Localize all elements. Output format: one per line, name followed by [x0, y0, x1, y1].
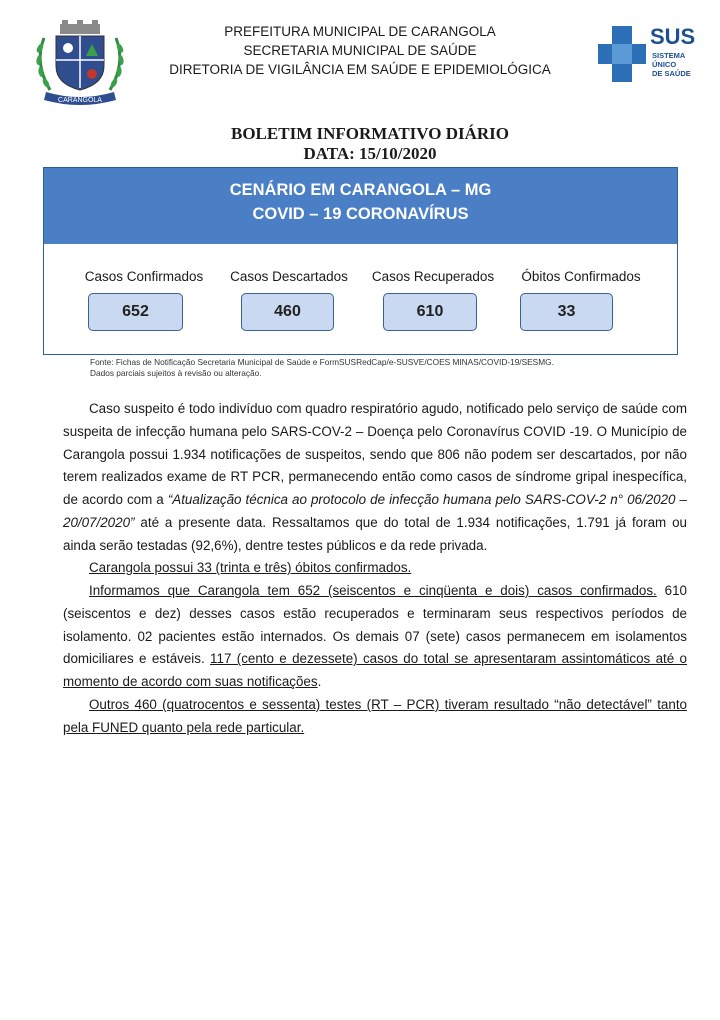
stat-value-deaths: 33	[520, 293, 613, 331]
p3-end: .	[317, 674, 322, 690]
stat-value-discarded: 460	[241, 293, 334, 331]
p1-text-a: Caso suspeito é todo indivíduo com quadro respiratório agudo, notificado pelo serviço de saúde com suspeita de infecção humana pelo SARS-COV-2 – Doença pelo Coronavírus COVID -19. O Município de Carangola possui 1.934 notificações de suspeitos, sendo que 806 não podem ser descartados, por não terem realizados exame de RT PCR, permanecendo então como casos de síndrome gripal inespecífica, de acordo com a	[63, 401, 687, 508]
stat-value-recovered: 610	[383, 293, 477, 331]
p2-deaths-text: Carangola possui 33 (trinta e três) óbitos confirmados.	[89, 560, 412, 575]
source-line-2: Dados parciais sujeitos à revisão ou alteração.	[90, 368, 262, 378]
header-prefeitura: PREFEITURA MUNICIPAL DE CARANGOLA	[224, 24, 496, 39]
p1-text-c: até a presente data. Ressaltamos que do total de 1.934 notificações, 1.791 já foram ou ainda serão testadas (92,6%), dentre testes públicos e da rede privada.	[63, 514, 687, 553]
stat-label-discarded: Casos Descartados	[230, 269, 348, 284]
crest-ribbon-text: CARANGOLA	[58, 97, 102, 104]
scenario-title: CENÁRIO EM CARANGOLA – MG	[229, 181, 492, 199]
paragraph-discarded	[63, 694, 687, 740]
header-diretoria: DIRETORIA DE VIGILÂNCIA EM SAÚDE E EPIDEMIOLÓGICA	[169, 62, 551, 77]
scenario-subtitle: COVID – 19 CORONAVÍRUS	[252, 205, 469, 223]
stat-label-deaths: Óbitos Confirmados	[521, 269, 641, 284]
p3-confirmed-text: Informamos que Carangola tem 652 (seiscentos e cinqüenta e dois) casos confirmados.	[89, 583, 657, 598]
municipal-crest-logo	[30, 18, 130, 106]
paragraph-deaths	[63, 557, 687, 580]
header-secretaria: SECRETARIA MUNICIPAL DE SAÚDE	[243, 43, 477, 58]
p3-recovered-text: 610 (seiscentos e dez) desses casos estão recuperados e terminaram seus respectivos períodos de isolamento. 02 pacientes estão internados. Os demais 07 (sete) casos permanecem em isolamentos domiciliares e estáveis.	[63, 583, 688, 667]
stat-value-confirmed: 652	[88, 293, 183, 331]
sus-logo	[598, 22, 698, 88]
paragraph-confirmed	[63, 580, 687, 694]
scenario-panel	[43, 167, 678, 355]
p4-discarded-text: Outros 460 (quatrocentos e sessenta) testes (RT – PCR) tiveram resultado “não detectável” tanto pela FUNED quanto pela rede particular.	[63, 697, 687, 735]
p3-asymptomatic-text: 117 (cento e dezessete) casos do total se apresentaram assintomáticos até o momento de acordo com suas notificações	[63, 651, 687, 690]
stat-label-recovered: Casos Recuperados	[371, 269, 495, 284]
paragraph-suspect-cases	[63, 398, 687, 558]
sus-logo-main-text: SUS	[650, 24, 696, 49]
source-line-1: Fonte: Fichas de Notificação Secretaria Municipal de Saúde e FormSUSRedCap/e-SUSVE/COES MINAS/COVID-19/SESMG.	[90, 357, 554, 367]
scenario-panel-header	[44, 168, 677, 244]
sus-logo-sub2: ÚNICO	[652, 60, 677, 69]
bulletin-title: BOLETIM INFORMATIVO DIÁRIO	[231, 124, 509, 143]
sus-logo-sub3: DE SAÚDE	[652, 69, 691, 78]
source-note	[90, 357, 690, 379]
sus-logo-sub1: SISTEMA	[652, 51, 686, 60]
bulletin-date: DATA: 15/10/2020	[303, 144, 437, 163]
stat-label-confirmed: Casos Confirmados	[84, 269, 204, 284]
p1-protocol-quote: “Atualização técnica ao protocolo de infecção humana pelo SARS-COV-2 n° 06/2020 – 20/07/2020”	[63, 492, 688, 530]
